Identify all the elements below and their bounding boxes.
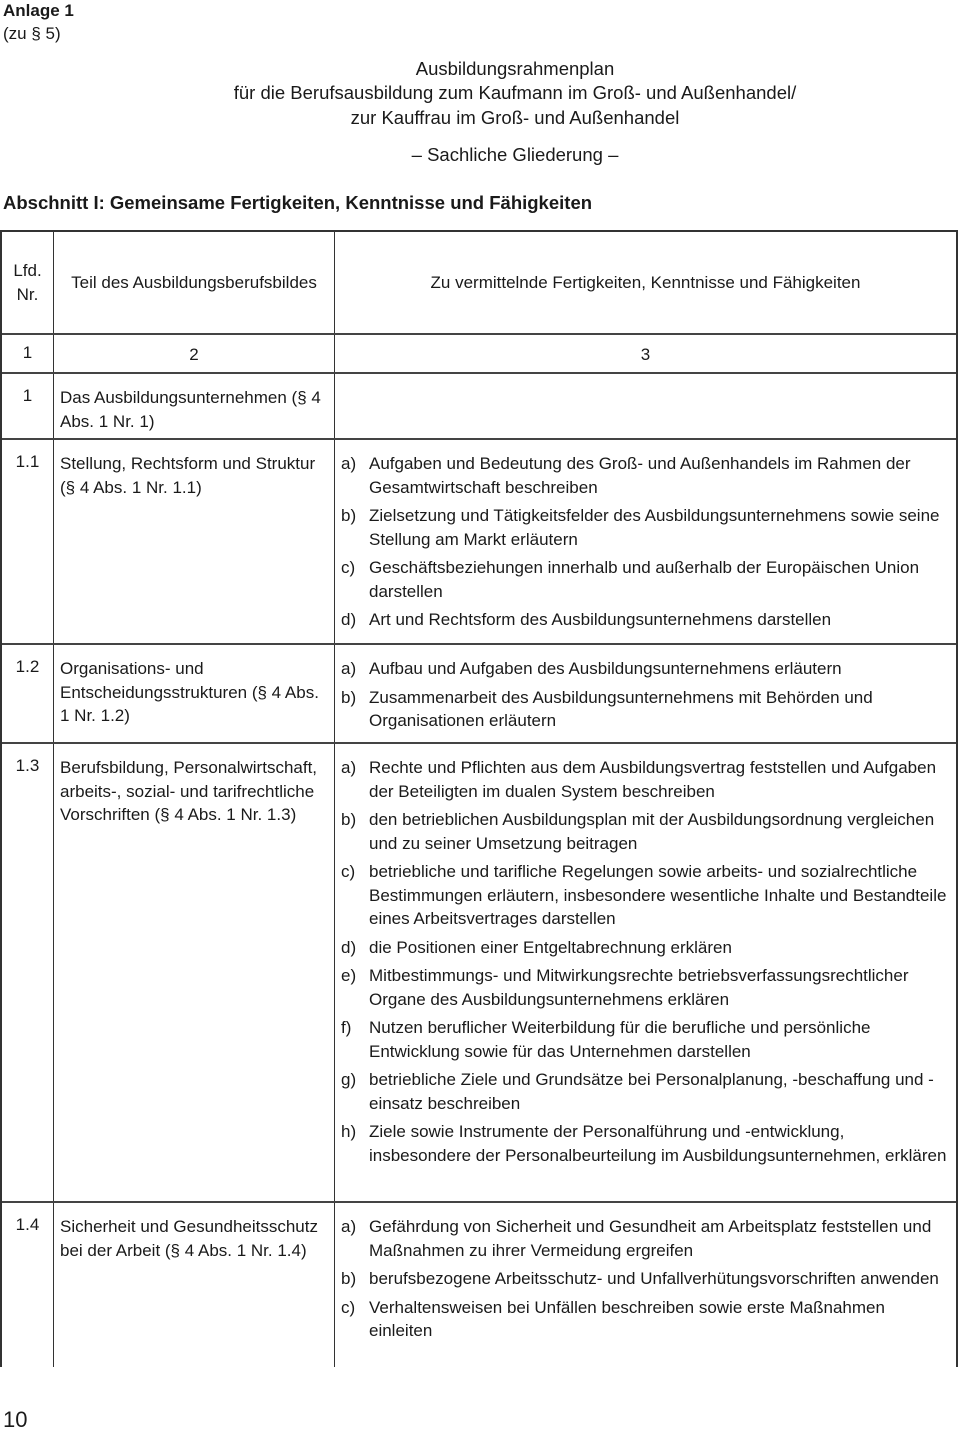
row-skills-list — [335, 744, 956, 1201]
column-header-content: Zu vermittelnde Fertigkeiten, Kenntnisse und Fähigkeiten — [430, 272, 861, 292]
table-row — [2, 374, 956, 440]
table-header-row — [2, 232, 956, 335]
list-item-text: betriebliche Ziele und Grundsätze bei Personalplanung, -beschaffung und -einsatz beschreiben — [369, 1070, 934, 1113]
list-item-label: h) — [341, 1122, 357, 1141]
list-item-text: Ziele sowie Instrumente der Personalführung und -entwicklung, insbesondere der Personalbeurteilung im Ausbildungsunternehmen, erklären — [369, 1122, 947, 1165]
row-training-part: Organisations- und Entscheidungsstrukturen (§ 4 Abs. 1 Nr. 1.2) — [54, 645, 335, 742]
training-plan-table — [0, 230, 958, 1367]
list-item-label: e) — [341, 966, 357, 985]
list-item — [341, 860, 948, 931]
list-item — [341, 657, 948, 681]
list-item-text: Zielsetzung und Tätigkeitsfelder des Ausbildungsunternehmens sowie seine Stellung am Markt erläutern — [369, 506, 940, 549]
list-item — [341, 1016, 948, 1063]
row-number: 1.2 — [2, 645, 54, 742]
row-training-part: Stellung, Rechtsform und Struktur (§ 4 Abs. 1 Nr. 1.1) — [54, 440, 335, 643]
list-item-label: b) — [341, 1269, 357, 1288]
annex-label: Anlage 1 — [3, 1, 74, 20]
row-number: 1.1 — [2, 440, 54, 643]
table-row — [2, 440, 956, 645]
list-item — [341, 1120, 948, 1167]
row-skills-list — [335, 374, 956, 438]
list-item — [341, 1215, 948, 1262]
row-skills-list — [335, 1203, 956, 1367]
row-training-part: Das Ausbildungsunternehmen (§ 4 Abs. 1 Nr. 1) — [54, 374, 335, 438]
list-item-text: die Positionen einer Entgeltabrechnung erklären — [369, 937, 732, 957]
row-skills-list — [335, 440, 956, 643]
list-item-text: Gefährdung von Sicherheit und Gesundheit am Arbeitsplatz feststellen und Maßnahmen zu ihrer Vermeidung ergreifen — [369, 1217, 932, 1260]
column-number-2: 2 — [54, 335, 335, 372]
list-item-label: c) — [341, 558, 356, 577]
list-item-text: den betrieblichen Ausbildungsplan mit der Ausbildungsordnung vergleichen und zu seiner Umsetzung beitragen — [369, 810, 935, 853]
list-item-label: a) — [341, 659, 357, 678]
list-item-label: g) — [341, 1070, 357, 1089]
column-number-1: 1 — [2, 335, 54, 372]
column-number-3: 3 — [640, 345, 651, 364]
list-item-label: a) — [341, 454, 357, 473]
list-item-label: d) — [341, 937, 357, 957]
list-item-label: b) — [341, 810, 357, 829]
annex-reference: (zu § 5) — [3, 24, 61, 43]
list-item — [341, 1296, 948, 1343]
row-number: 1 — [2, 374, 54, 438]
column-number-row — [2, 335, 956, 374]
list-item-label: c) — [341, 1297, 356, 1317]
document-subtitle: – Sachliche Gliederung – — [411, 144, 619, 165]
list-item-text: Nutzen beruflicher Weiterbildung für die berufliche und persönliche Entwicklung sowie für das Unternehmen darstellen — [369, 1018, 871, 1061]
list-item-text: Aufgaben und Bedeutung des Groß- und Außenhandels im Rahmen der Gesamtwirtschaft beschreiben — [369, 454, 911, 497]
table-row — [2, 744, 956, 1203]
list-item-text: Zusammenarbeit des Ausbildungsunternehmens mit Behörden und Organisationen erläutern — [369, 687, 873, 730]
page-number: 10 — [3, 1407, 28, 1432]
list-item-text: berufsbezogene Arbeitsschutz- und Unfallverhütungsvorschriften anwenden — [369, 1269, 939, 1288]
column-header-teil: Teil des Ausbildungsberufsbildes — [54, 232, 335, 333]
table-row — [2, 1203, 956, 1367]
section-heading: Abschnitt I: Gemeinsame Fertigkeiten, Kenntnisse und Fähigkeiten — [3, 192, 593, 213]
list-item — [341, 504, 948, 551]
list-item — [341, 686, 948, 733]
list-item-text: Verhaltensweisen bei Unfällen beschreiben sowie erste Maßnahmen einleiten — [369, 1297, 885, 1340]
document-title-line-1: Ausbildungsrahmenplan — [415, 58, 615, 79]
list-item — [341, 808, 948, 855]
list-item-label: a) — [341, 758, 357, 777]
table-row — [2, 645, 956, 744]
list-item-text: Aufbau und Aufgaben des Ausbildungsunternehmens erläutern — [369, 659, 842, 678]
list-item — [341, 452, 948, 499]
list-item — [341, 756, 948, 803]
list-item-label: d) — [341, 610, 357, 629]
list-item-label: a) — [341, 1217, 357, 1236]
column-header-nr: Lfd. Nr. — [2, 232, 54, 333]
list-item — [341, 936, 948, 960]
row-number: 1.3 — [2, 744, 54, 1201]
list-item — [341, 1068, 948, 1115]
list-item — [341, 556, 948, 603]
list-item-text: Art und Rechtsform des Ausbildungsunternehmens darstellen — [369, 610, 832, 629]
list-item-label: c) — [341, 862, 356, 881]
document-title-line-3: zur Kauffrau im Groß- und Außenhandel — [350, 107, 680, 128]
list-item-label: b) — [341, 687, 357, 707]
list-item — [341, 1267, 948, 1291]
row-training-part: Berufsbildung, Personalwirtschaft, arbeits-, sozial- und tarifrechtliche Vorschriften (§ 4 Abs. 1 Nr. 1.3) — [54, 744, 335, 1201]
row-training-part: Sicherheit und Gesundheitsschutz bei der Arbeit (§ 4 Abs. 1 Nr. 1.4) — [54, 1203, 335, 1367]
list-item-text: Geschäftsbeziehungen innerhalb und außerhalb der Europäischen Union darstellen — [369, 558, 920, 601]
list-item-label: f) — [341, 1018, 352, 1037]
row-skills-list — [335, 645, 956, 742]
document-title-line-2: für die Berufsausbildung zum Kaufmann im Groß- und Außenhandel/ — [233, 82, 797, 103]
list-item — [341, 608, 948, 632]
list-item — [341, 964, 948, 1011]
list-item-text: Rechte und Pflichten aus dem Ausbildungsvertrag feststellen und Aufgaben der Beteiligten im dualen System beschreiben — [369, 758, 937, 801]
list-item-text: betriebliche und tarifliche Regelungen sowie arbeits- und sozialrechtliche Bestimmungen erläutern, insbesondere wesentliche Inhalte und Bestandteile eines Arbeitsvertrages darstellen — [369, 862, 947, 928]
row-number: 1.4 — [2, 1203, 54, 1367]
list-item-text: Mitbestimmungs- und Mitwirkungsrechte betriebsverfassungsrechtlicher Organe des Ausbildungsunternehmens erklären — [369, 966, 909, 1009]
list-item-label: b) — [341, 506, 357, 525]
